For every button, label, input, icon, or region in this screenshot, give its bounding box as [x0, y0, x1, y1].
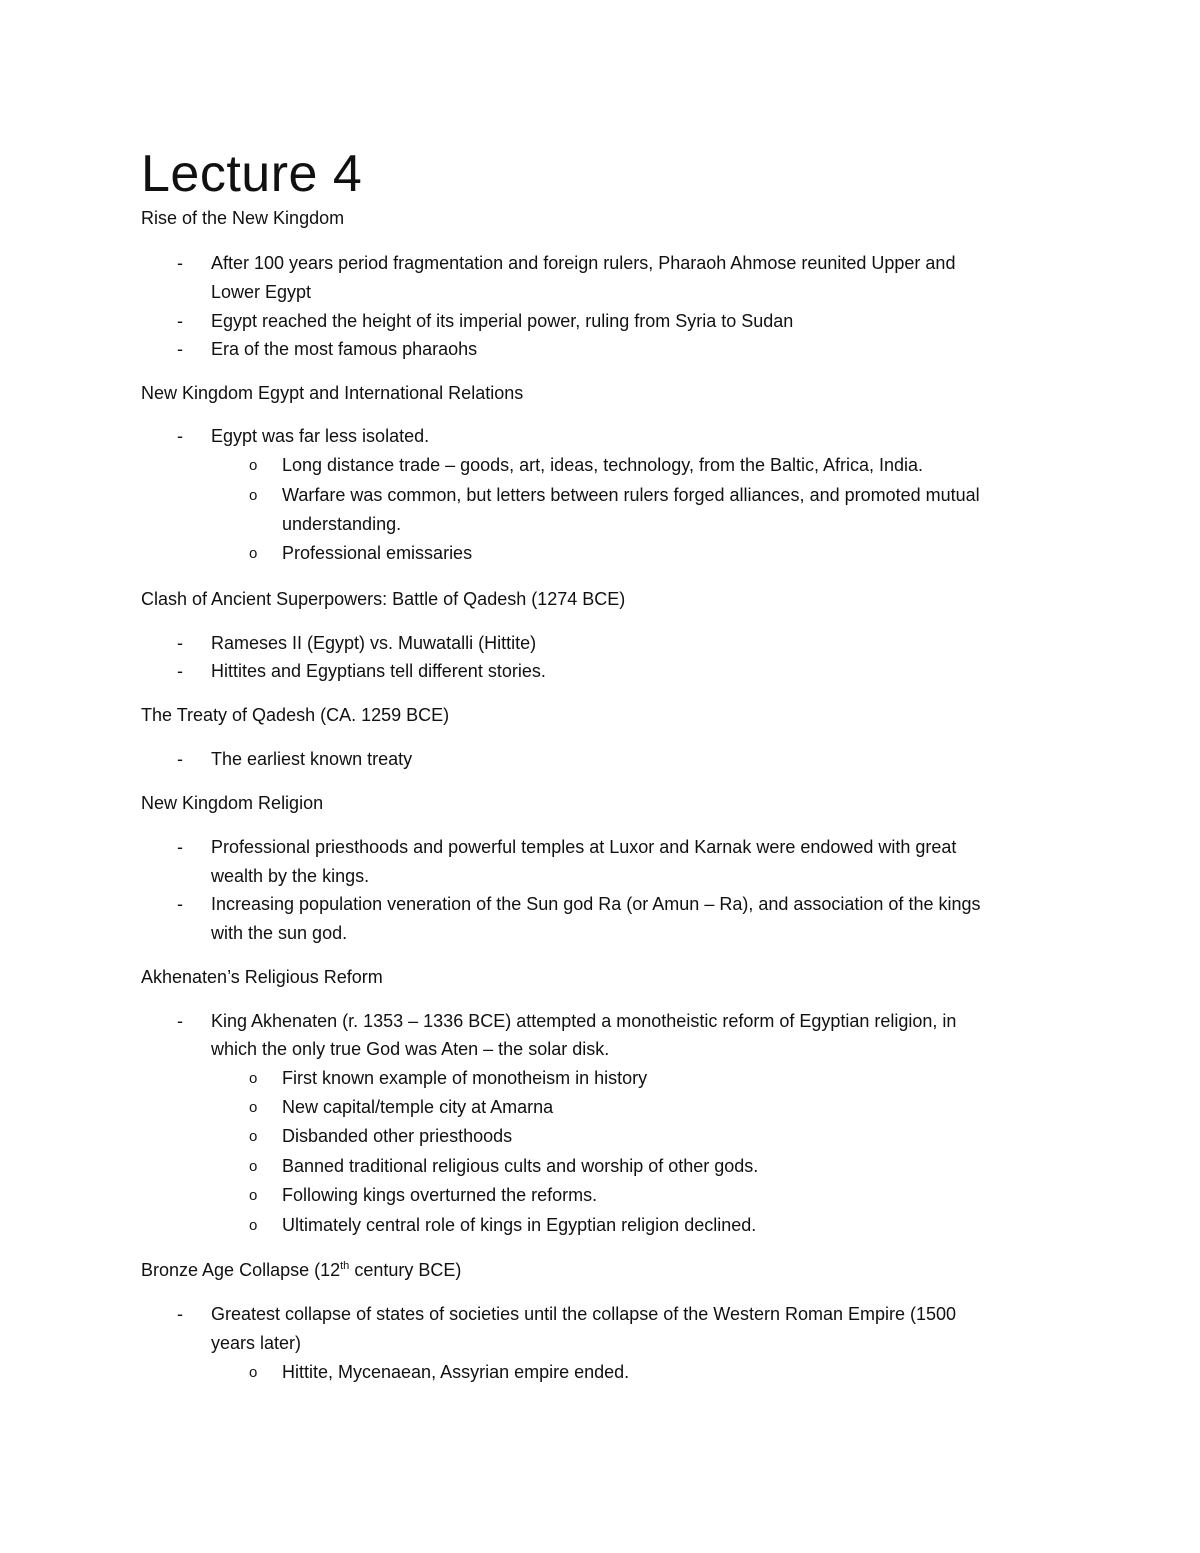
dash-marker: - [177, 661, 183, 681]
bullet-text: Egypt was far less isolated. [211, 426, 430, 446]
bullet-text: Hittites and Egyptians tell different stories. [211, 661, 546, 681]
sub-bullet-text: Professional emissaries [282, 543, 473, 563]
section-heading-rise-new-kingdom: Rise of the New Kingdom [141, 208, 345, 228]
sub-bullet-text: First known example of monotheism in history [282, 1068, 648, 1088]
circle-marker: o [249, 1187, 258, 1204]
section-heading-treaty-of-qadesh: The Treaty of Qadesh (CA. 1259 BCE) [141, 705, 450, 725]
sub-bullet-text: Warfare was common, but letters between rulers forged alliances, and promoted mutual [282, 485, 980, 505]
dash-marker: - [177, 894, 183, 914]
circle-marker: o [249, 1364, 258, 1381]
circle-marker: o [249, 1128, 258, 1145]
sub-bullet-text: Banned traditional religious cults and worship of other gods. [282, 1156, 759, 1176]
dash-marker: - [177, 311, 183, 331]
sub-bullet-text: Hittite, Mycenaean, Assyrian empire ended. [282, 1362, 630, 1382]
bullet-text: which the only true God was Aten – the solar disk. [211, 1039, 610, 1059]
circle-marker: o [249, 545, 258, 562]
dash-marker: - [177, 1011, 183, 1031]
sub-bullet-text: Long distance trade – goods, art, ideas, technology, from the Baltic, Africa, India. [282, 455, 924, 475]
circle-marker: o [249, 1099, 258, 1116]
bullet-text: Greatest collapse of states of societies until the collapse of the Western Roman Empire (1500 [211, 1304, 957, 1324]
section-heading-battle-of-qadesh: Clash of Ancient Superpowers: Battle of Qadesh (1274 BCE) [141, 589, 626, 609]
section-heading-new-kingdom-religion: New Kingdom Religion [141, 793, 324, 813]
circle-marker: o [249, 1217, 258, 1234]
section-heading-bronze-age-collapse [141, 1256, 461, 1285]
circle-marker: o [249, 1158, 258, 1175]
sub-bullet-text: Disbanded other priesthoods [282, 1126, 513, 1146]
bullet-text: After 100 years period fragmentation and foreign rulers, Pharaoh Ahmose reunited Upper and [211, 253, 956, 273]
dash-marker: - [177, 339, 183, 359]
bullet-text: King Akhenaten (r. 1353 – 1336 BCE) attempted a monotheistic reform of Egyptian religion, in [211, 1011, 957, 1031]
sub-bullet-text: Ultimately central role of kings in Egyptian religion declined. [282, 1215, 757, 1235]
bullet-text: Increasing population veneration of the Sun god Ra (or Amun – Ra), and association of the kings [211, 894, 981, 914]
section-heading-international-relations: New Kingdom Egypt and International Relations [141, 383, 524, 403]
bullet-text: Era of the most famous pharaohs [211, 339, 478, 359]
page-title: Lecture 4 [141, 145, 363, 203]
ordinal-suffix: th [340, 1260, 350, 1272]
circle-marker: o [249, 1070, 258, 1087]
bullet-text: Lower Egypt [211, 282, 312, 302]
dash-marker: - [177, 1304, 183, 1324]
dash-marker: - [177, 253, 183, 273]
heading-text: Bronze Age Collapse (12 [141, 1260, 341, 1280]
bullet-text: Rameses II (Egypt) vs. Muwatalli (Hittite) [211, 633, 537, 653]
sub-bullet-text: Following kings overturned the reforms. [282, 1185, 598, 1205]
dash-marker: - [177, 633, 183, 653]
bullet-text: The earliest known treaty [211, 749, 413, 769]
section-heading-akhenaten-reform: Akhenaten’s Religious Reform [141, 967, 383, 987]
bullet-text: with the sun god. [211, 923, 348, 943]
heading-text: century BCE) [349, 1260, 462, 1280]
circle-marker: o [249, 487, 258, 504]
bullet-text: Egypt reached the height of its imperial power, ruling from Syria to Sudan [211, 311, 794, 331]
dash-marker: - [177, 837, 183, 857]
sub-bullet-text: understanding. [282, 514, 402, 534]
circle-marker: o [249, 457, 258, 474]
sub-bullet-text: New capital/temple city at Amarna [282, 1097, 554, 1117]
dash-marker: - [177, 749, 183, 769]
bullet-text: wealth by the kings. [211, 866, 370, 886]
dash-marker: - [177, 426, 183, 446]
bullet-text: Professional priesthoods and powerful temples at Luxor and Karnak were endowed with great [211, 837, 957, 857]
bullet-text: years later) [211, 1333, 302, 1353]
